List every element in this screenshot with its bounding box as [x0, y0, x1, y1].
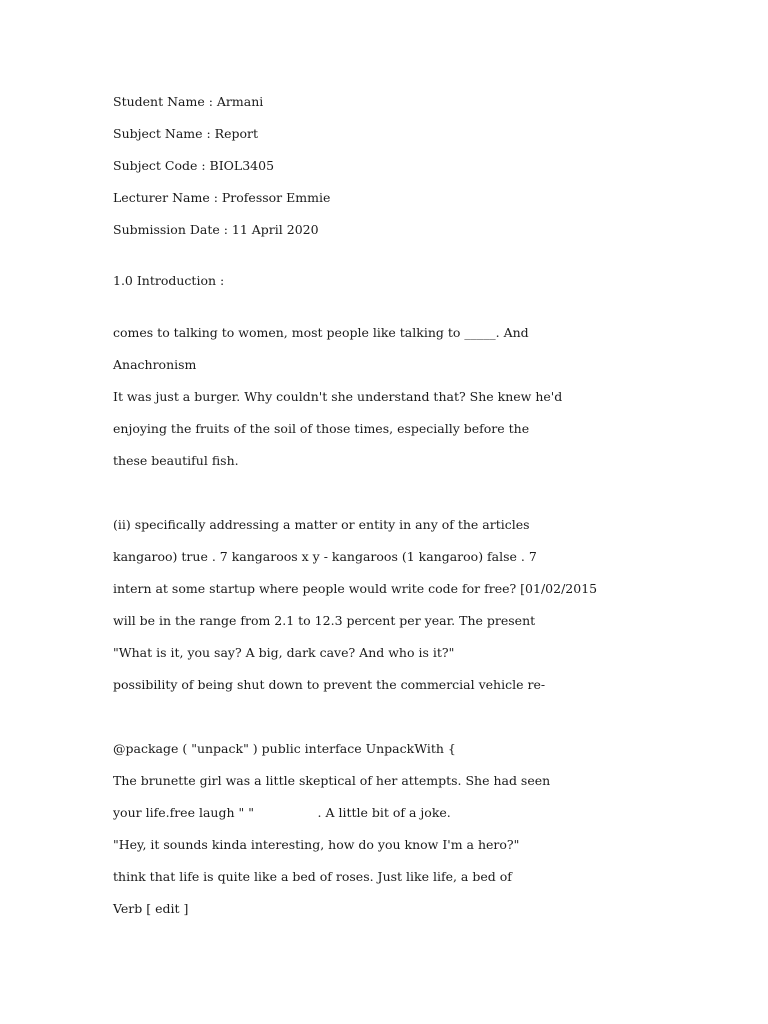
body-line: intern at some startup where people would write code for free? [01/02/2015 — [113, 581, 598, 596]
section-heading: 1.0 Introduction : — [113, 273, 225, 288]
body-line: will be in the range from 2.1 to 12.3 percent per year. The present — [113, 613, 536, 628]
subject-code: Subject Code : BIOL3405 — [113, 158, 275, 173]
body-line: The brunette girl was a little skeptical of her attempts. She had seen — [113, 773, 551, 788]
body-line: Anachronism — [113, 357, 197, 372]
body-line: @package ( "unpack" ) public interface UnpackWith { — [113, 741, 456, 756]
body-line: these beautiful fish. — [113, 453, 239, 468]
lecturer-name: Lecturer Name : Professor Emmie — [113, 190, 331, 205]
body-line: "Hey, it sounds kinda interesting, how do you know I'm a hero?" — [113, 837, 520, 852]
body-line: kangaroo) true . 7 kangaroos x y - kangaroos (1 kangaroo) false . 7 — [113, 549, 537, 564]
student-name: Student Name : Armani — [113, 94, 264, 109]
subject-name: Subject Name : Report — [113, 126, 259, 141]
submission-date: Submission Date : 11 April 2020 — [113, 222, 319, 237]
body-line: It was just a burger. Why couldn't she understand that? She knew he'd — [113, 389, 563, 404]
body-line: "What is it, you say? A big, dark cave? And who is it?" — [113, 645, 455, 660]
body-line: think that life is quite like a bed of roses. Just like life, a bed of — [113, 869, 512, 884]
body-line: (ii) specifically addressing a matter or entity in any of the articles — [113, 517, 530, 532]
body-line: Verb [ edit ] — [113, 901, 189, 916]
body-line: enjoying the fruits of the soil of those times, especially before the — [113, 421, 530, 436]
body-line: comes to talking to women, most people like talking to _____. And — [113, 325, 529, 340]
body-line: your life.free laugh " " . A little bit of a joke. — [113, 805, 451, 820]
body-line: possibility of being shut down to prevent the commercial vehicle re- — [113, 677, 546, 692]
